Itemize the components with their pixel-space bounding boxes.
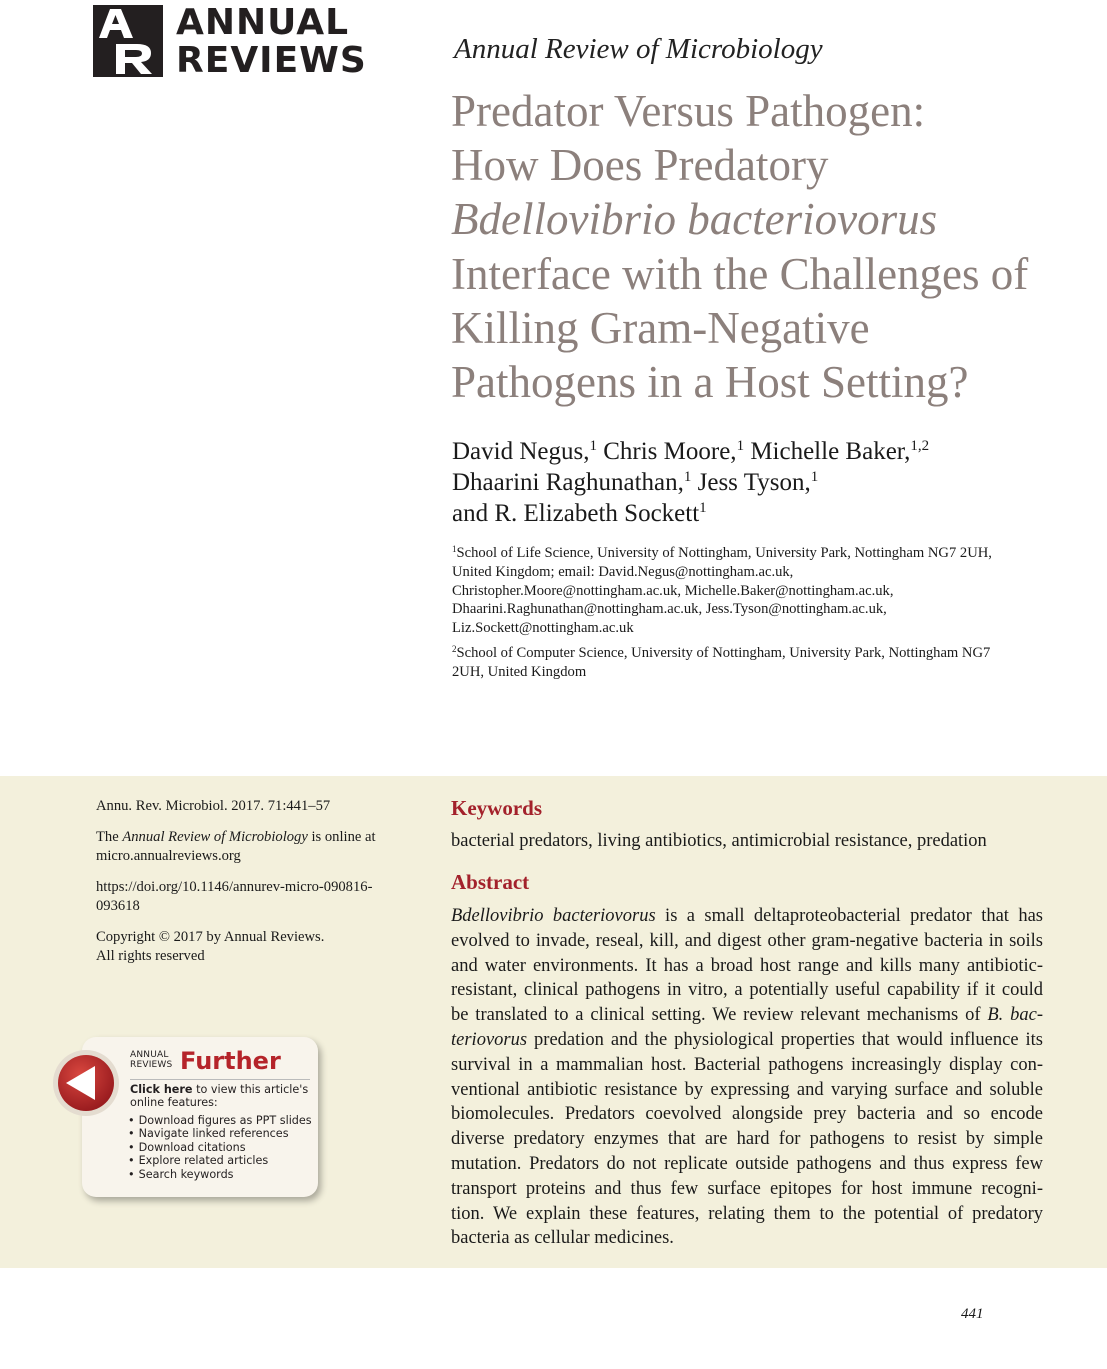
abstract-text: is a small deltaproteobacterial predator that has — [655, 906, 1044, 926]
further-brand — [130, 1050, 172, 1070]
species-name: B. bac- — [987, 1005, 1043, 1026]
keywords-text: bacterial predators, living antibiotics, antimicrobial resistance, predation — [451, 831, 987, 851]
abstract-line: bacteria as cellular medicines. — [451, 1228, 674, 1249]
feature-search-keywords[interactable]: • Search keywords — [128, 1168, 312, 1181]
further-intro — [130, 1083, 308, 1110]
author-list — [452, 436, 929, 529]
online-notice — [96, 828, 416, 865]
title-line-species: Bdellovibrio bacteriovorus — [451, 194, 938, 245]
author-affiliation-mark: 1 — [589, 438, 597, 454]
click-here-link[interactable]: Click here — [130, 1083, 193, 1096]
affiliation-text: 2UH, United Kingdom — [452, 663, 587, 680]
abstract-line: mutation. Predators do not replicate outside pathogens and thus express few — [451, 1153, 1043, 1174]
doi-text[interactable]: 093618 — [96, 897, 140, 914]
title-line: How Does Predatory — [451, 140, 829, 191]
species-name: Bdellovibrio bacteriovorus — [451, 906, 656, 926]
abstract-text: predation and the physiological properties that would influence its — [527, 1029, 1043, 1050]
page-number: 441 — [961, 1306, 984, 1322]
feature-download-citations[interactable]: • Download citations — [128, 1141, 312, 1154]
affiliation-text: School of Life Science, University of Nottingham, University Park, Nottingham NG7 2UH, — [456, 545, 992, 561]
feature-download-figures[interactable]: • Download figures as PPT slides — [128, 1114, 312, 1127]
title-line: Killing Gram-Negative — [451, 302, 870, 353]
ar-monogram-icon — [93, 5, 163, 77]
further-title: Further — [180, 1047, 281, 1075]
abstract-line: and water environments. It has a broad host range and kills many antibiotic- — [451, 955, 1043, 976]
online-text: is online at — [307, 829, 376, 845]
author-affiliation-mark: 1,2 — [910, 438, 930, 454]
abstract-line — [451, 1003, 1043, 1028]
abstract-line: survival in a mammalian host. Bacterial pathogens increasingly display con- — [451, 1054, 1043, 1075]
abstract-line: tion. We explain these features, relating them to the potential of predatory — [451, 1203, 1043, 1224]
title-line: Interface with the Challenges of — [451, 248, 1029, 299]
feature-navigate-references[interactable]: • Navigate linked references — [128, 1127, 312, 1140]
abstract-line — [451, 1028, 1043, 1053]
author-affiliation-mark: 1 — [736, 438, 745, 454]
further-intro-text: online features: — [130, 1096, 218, 1110]
feature-explore-articles[interactable]: • Explore related articles — [128, 1154, 312, 1167]
further-feature-list — [128, 1114, 312, 1181]
affiliation-mark: 2 — [452, 644, 457, 654]
online-journal: Annual Review of Microbiology — [122, 829, 308, 845]
further-brand-line: ANNUAL — [130, 1050, 169, 1060]
logo-mark-text: AR — [93, 5, 95, 6]
affiliation-emails: Liz.Sockett@nottingham.ac.uk — [452, 620, 634, 637]
doi-link[interactable] — [96, 878, 416, 915]
affiliation-mark: 1 — [452, 544, 457, 554]
author-name: David Negus, — [452, 438, 590, 465]
abstract-text: be translated to a clinical setting. We review relevant mechanisms of — [451, 1005, 988, 1026]
abstract-line: transport proteins and thus few surface epitopes for host immune recogni- — [451, 1178, 1043, 1199]
affiliation-1 — [452, 544, 1052, 638]
affiliation-emails: Christopher.Moore@nottingham.ac.uk, Michelle.Baker@nottingham.ac.uk, — [452, 582, 894, 599]
abstract-line: ventional antibiotic resistance by expressing and varying surface and soluble — [451, 1079, 1043, 1100]
citation-text: Annu. Rev. Microbiol. 2017. 71:441–57 — [96, 798, 331, 814]
abstract-line: evolved to invade, reseal, kill, and digest other gram-negative bacteria in soils — [451, 930, 1043, 951]
copyright-text: Copyright © 2017 by Annual Reviews. — [96, 929, 325, 945]
affiliation-2 — [452, 644, 1052, 682]
author-name: Jess Tyson, — [697, 469, 811, 496]
article-title — [451, 84, 1091, 409]
further-play-button-icon[interactable] — [51, 1048, 121, 1118]
abstract-line: resistant, clinical pathogens in vitro, a potentially useful capability if it could — [451, 980, 1043, 1001]
journal-url-link[interactable]: micro.annualreviews.org — [96, 847, 241, 864]
abstract-line — [451, 904, 1043, 929]
author-name: Michelle Baker, — [750, 438, 911, 465]
further-brand-line: REVIEWS — [130, 1060, 173, 1070]
copyright — [96, 928, 416, 965]
author-affiliation-mark: 1 — [699, 500, 707, 516]
journal-name: Annual Review of Microbiology — [454, 33, 823, 65]
further-divider — [130, 1079, 310, 1080]
keywords-heading: Keywords — [451, 796, 542, 820]
abstract-heading: Abstract — [451, 870, 530, 894]
citation — [96, 797, 416, 816]
doi-text[interactable]: https://doi.org/10.1146/annurev-micro-090816- — [96, 879, 373, 895]
species-name: teriovorus — [451, 1029, 528, 1050]
further-intro-text: to view this article's — [192, 1083, 309, 1096]
online-text: The — [96, 829, 123, 845]
author-name: and R. Elizabeth Sockett — [452, 500, 700, 527]
author-affiliation-mark: 1 — [810, 469, 819, 485]
annual-reviews-logo — [93, 2, 368, 81]
affiliation-text: School of Computer Science, University of Nottingham, University Park, Nottingham NG7 — [456, 645, 991, 661]
title-line: Pathogens in a Host Setting? — [451, 357, 969, 408]
affiliation-text: United Kingdom; email: David.Negus@nottingham.ac.uk, — [452, 563, 794, 580]
logo-word-annual: ANNUAL — [176, 2, 350, 43]
logo-word-reviews: REVIEWS — [176, 40, 367, 81]
author-affiliation-mark: 1 — [683, 469, 692, 485]
copyright-text: All rights reserved — [96, 947, 205, 964]
abstract-line: diverse predatory enzymes that are hard for pathogens to resist by simple — [451, 1129, 1043, 1150]
affiliation-emails: Dhaarini.Raghunathan@nottingham.ac.uk, Jess.Tyson@nottingham.ac.uk, — [452, 601, 887, 618]
abstract-body — [451, 904, 1043, 1251]
author-name: Chris Moore, — [603, 438, 737, 465]
author-name: Dhaarini Raghunathan, — [452, 469, 684, 496]
title-line: Predator Versus Pathogen: — [451, 86, 926, 136]
abstract-line: biomolecules. Predators coevolved alongside prey bacteria and so encode — [451, 1104, 1043, 1125]
